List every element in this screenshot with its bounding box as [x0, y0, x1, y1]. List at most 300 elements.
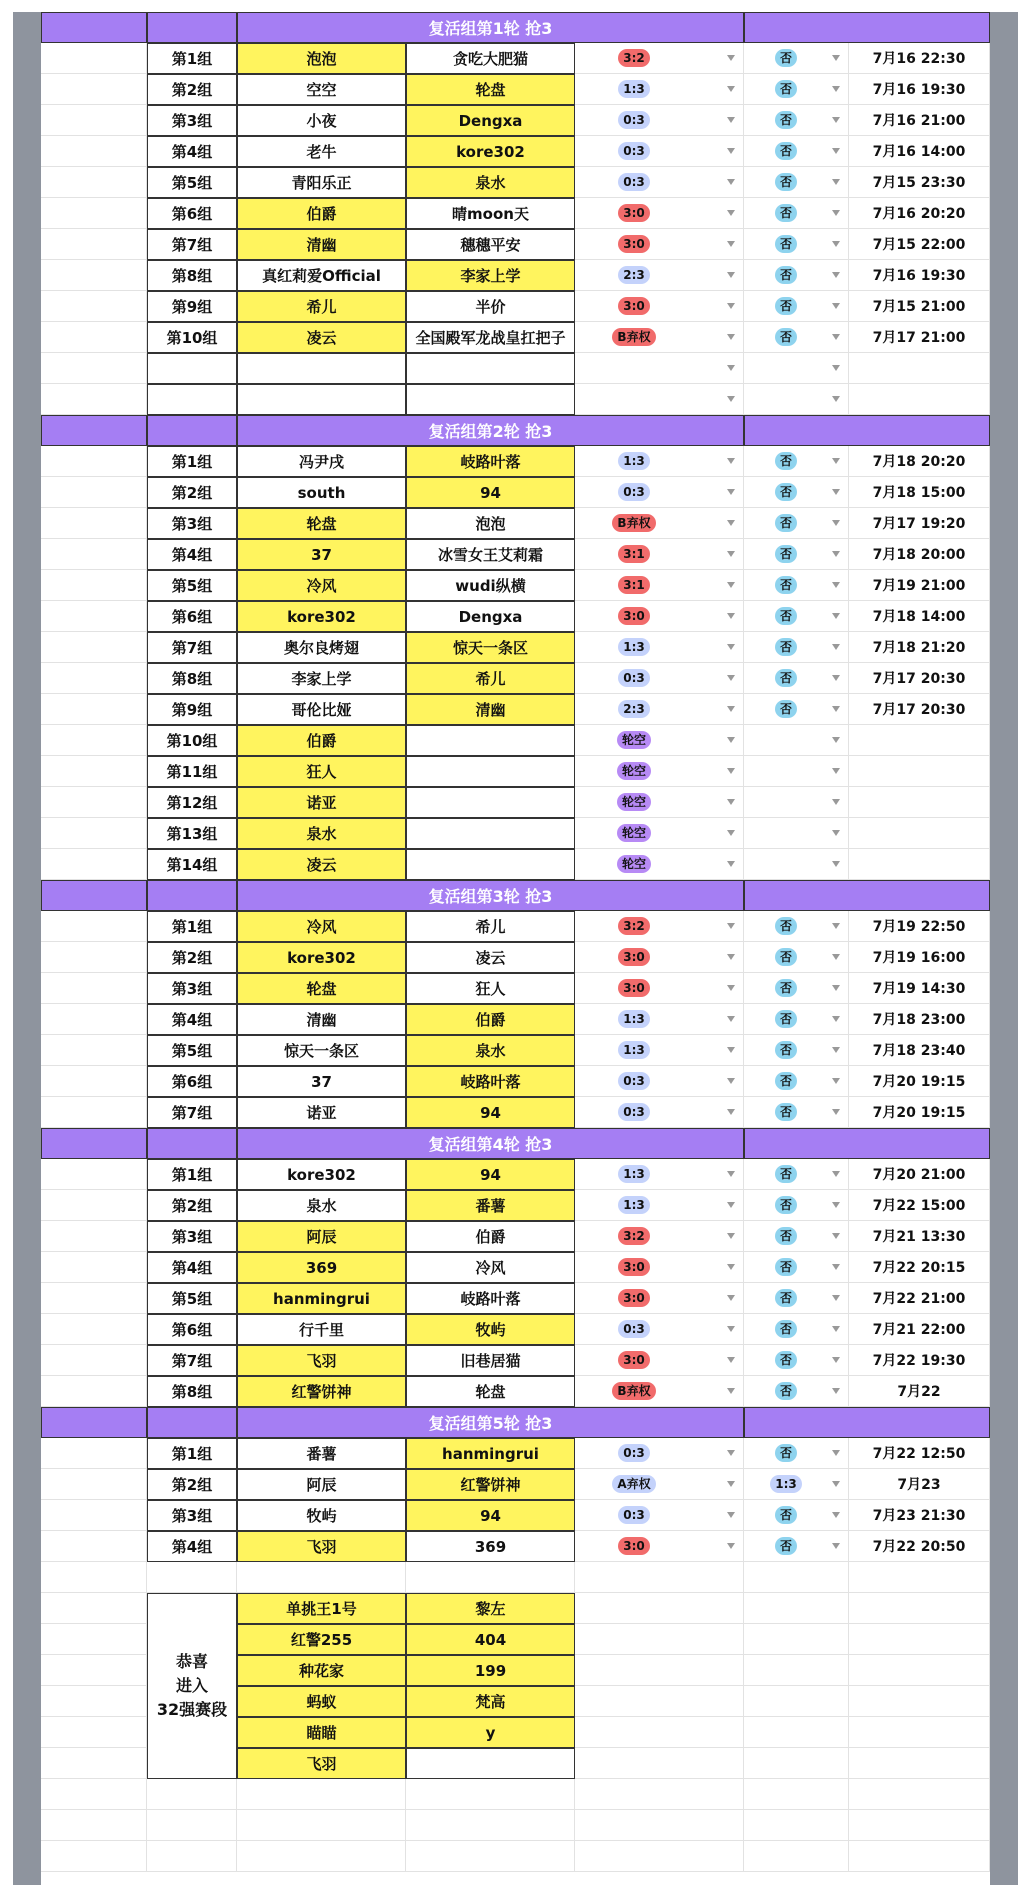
player-a-cell[interactable]: 小夜: [237, 105, 406, 136]
empty-cell[interactable]: [147, 1779, 237, 1810]
row-blank[interactable]: [41, 1283, 147, 1314]
player-b-cell[interactable]: hanmingrui: [406, 1438, 575, 1469]
time-cell[interactable]: 7月22 21:00: [849, 1283, 990, 1314]
player-b-cell[interactable]: 94: [406, 477, 575, 508]
group-cell[interactable]: 第2组: [147, 942, 237, 973]
player-b-cell[interactable]: 94: [406, 1159, 575, 1190]
flag-dropdown[interactable]: [744, 911, 849, 942]
player-a-cell[interactable]: 伯爵: [237, 198, 406, 229]
row-blank[interactable]: [41, 198, 147, 229]
time-cell[interactable]: 7月21 13:30: [849, 1221, 990, 1252]
group-cell[interactable]: 第5组: [147, 1035, 237, 1066]
row-blank[interactable]: [41, 694, 147, 725]
group-cell[interactable]: 第3组: [147, 105, 237, 136]
chevron-down-icon[interactable]: [727, 551, 735, 557]
empty-cell[interactable]: [575, 1717, 744, 1748]
chevron-down-icon[interactable]: [727, 1481, 735, 1487]
row-blank[interactable]: [41, 539, 147, 570]
chevron-down-icon[interactable]: [727, 1512, 735, 1518]
time-cell[interactable]: 7月20 19:15: [849, 1066, 990, 1097]
player-b-cell[interactable]: 轮盘: [406, 74, 575, 105]
player-a-cell[interactable]: 泉水: [237, 818, 406, 849]
row-blank[interactable]: [41, 1314, 147, 1345]
player-a-cell[interactable]: hanmingrui: [237, 1283, 406, 1314]
player-b-cell[interactable]: [406, 849, 575, 880]
row-blank[interactable]: [41, 973, 147, 1004]
group-cell[interactable]: 第1组: [147, 1438, 237, 1469]
row-blank[interactable]: [41, 229, 147, 260]
flag-dropdown[interactable]: [744, 942, 849, 973]
empty-cell[interactable]: [575, 1562, 744, 1593]
player-b-cell[interactable]: 番薯: [406, 1190, 575, 1221]
group-cell[interactable]: 第3组: [147, 508, 237, 539]
chevron-down-icon[interactable]: [832, 861, 840, 867]
chevron-down-icon[interactable]: [727, 799, 735, 805]
group-cell[interactable]: 第13组: [147, 818, 237, 849]
row-blank[interactable]: [41, 1252, 147, 1283]
player-a-cell[interactable]: 番薯: [237, 1438, 406, 1469]
group-cell[interactable]: [147, 353, 237, 384]
result-dropdown[interactable]: [575, 1035, 744, 1066]
time-cell[interactable]: 7月18 20:00: [849, 539, 990, 570]
qualifier-a[interactable]: 蚂蚁: [237, 1686, 406, 1717]
group-cell[interactable]: 第12组: [147, 787, 237, 818]
player-b-cell[interactable]: 希儿: [406, 911, 575, 942]
player-a-cell[interactable]: 泡泡: [237, 43, 406, 74]
group-cell[interactable]: 第4组: [147, 1531, 237, 1562]
chevron-down-icon[interactable]: [832, 923, 840, 929]
result-dropdown[interactable]: [575, 849, 744, 880]
player-a-cell[interactable]: 狂人: [237, 756, 406, 787]
empty-cell[interactable]: [41, 1841, 147, 1872]
player-a-cell[interactable]: 冷风: [237, 570, 406, 601]
chevron-down-icon[interactable]: [727, 737, 735, 743]
row-blank[interactable]: [41, 1066, 147, 1097]
row-blank[interactable]: [41, 1593, 147, 1624]
flag-dropdown[interactable]: [744, 818, 849, 849]
empty-cell[interactable]: [849, 1562, 990, 1593]
row-blank[interactable]: [41, 1190, 147, 1221]
result-dropdown[interactable]: [575, 1252, 744, 1283]
chevron-down-icon[interactable]: [727, 706, 735, 712]
time-cell[interactable]: 7月18 23:00: [849, 1004, 990, 1035]
time-cell[interactable]: [849, 787, 990, 818]
empty-cell[interactable]: [744, 1593, 849, 1624]
empty-cell[interactable]: [744, 1686, 849, 1717]
group-cell[interactable]: 第9组: [147, 291, 237, 322]
result-dropdown[interactable]: [575, 384, 744, 415]
group-cell[interactable]: 第8组: [147, 1376, 237, 1407]
flag-dropdown[interactable]: [744, 1221, 849, 1252]
row-blank[interactable]: [41, 1655, 147, 1686]
row-blank[interactable]: [41, 508, 147, 539]
result-dropdown[interactable]: [575, 1469, 744, 1500]
empty-cell[interactable]: [744, 1717, 849, 1748]
row-blank[interactable]: [41, 1221, 147, 1252]
group-cell[interactable]: 第5组: [147, 1283, 237, 1314]
chevron-down-icon[interactable]: [727, 148, 735, 154]
row-blank[interactable]: [41, 849, 147, 880]
time-cell[interactable]: 7月18 15:00: [849, 477, 990, 508]
row-blank[interactable]: [41, 663, 147, 694]
time-cell[interactable]: 7月21 22:00: [849, 1314, 990, 1345]
flag-dropdown[interactable]: [744, 1531, 849, 1562]
qualifier-b[interactable]: 199: [406, 1655, 575, 1686]
group-cell[interactable]: 第7组: [147, 1345, 237, 1376]
chevron-down-icon[interactable]: [727, 1264, 735, 1270]
qualifier-a[interactable]: 种花家: [237, 1655, 406, 1686]
flag-dropdown[interactable]: [744, 1097, 849, 1128]
time-cell[interactable]: 7月18 14:00: [849, 601, 990, 632]
result-dropdown[interactable]: [575, 942, 744, 973]
result-dropdown[interactable]: [575, 756, 744, 787]
time-cell[interactable]: 7月18 21:20: [849, 632, 990, 663]
result-dropdown[interactable]: [575, 725, 744, 756]
chevron-down-icon[interactable]: [832, 582, 840, 588]
time-cell[interactable]: 7月18 23:40: [849, 1035, 990, 1066]
flag-dropdown[interactable]: [744, 1004, 849, 1035]
chevron-down-icon[interactable]: [727, 644, 735, 650]
flag-dropdown[interactable]: [744, 1438, 849, 1469]
player-a-cell[interactable]: 泉水: [237, 1190, 406, 1221]
row-blank[interactable]: [41, 105, 147, 136]
result-dropdown[interactable]: [575, 1500, 744, 1531]
flag-dropdown[interactable]: [744, 1469, 849, 1500]
player-a-cell[interactable]: kore302: [237, 601, 406, 632]
player-a-cell[interactable]: 清幽: [237, 1004, 406, 1035]
player-a-cell[interactable]: 青阳乐正: [237, 167, 406, 198]
qualifier-b[interactable]: [406, 1748, 575, 1779]
chevron-down-icon[interactable]: [832, 1016, 840, 1022]
group-cell[interactable]: 第3组: [147, 1221, 237, 1252]
chevron-down-icon[interactable]: [832, 1450, 840, 1456]
empty-cell[interactable]: [41, 1810, 147, 1841]
result-dropdown[interactable]: [575, 198, 744, 229]
row-blank[interactable]: [41, 1159, 147, 1190]
player-b-cell[interactable]: [406, 818, 575, 849]
player-a-cell[interactable]: kore302: [237, 942, 406, 973]
flag-dropdown[interactable]: [744, 570, 849, 601]
player-b-cell[interactable]: 李家上学: [406, 260, 575, 291]
empty-cell[interactable]: [237, 1562, 406, 1593]
chevron-down-icon[interactable]: [727, 1047, 735, 1053]
flag-dropdown[interactable]: [744, 1283, 849, 1314]
chevron-down-icon[interactable]: [832, 1264, 840, 1270]
player-a-cell[interactable]: 红警饼神: [237, 1376, 406, 1407]
flag-dropdown[interactable]: [744, 694, 849, 725]
player-a-cell[interactable]: 奥尔良烤翅: [237, 632, 406, 663]
chevron-down-icon[interactable]: [727, 396, 735, 402]
flag-dropdown[interactable]: [744, 322, 849, 353]
group-cell[interactable]: 第3组: [147, 1500, 237, 1531]
chevron-down-icon[interactable]: [727, 1016, 735, 1022]
chevron-down-icon[interactable]: [832, 644, 840, 650]
chevron-down-icon[interactable]: [727, 582, 735, 588]
row-blank[interactable]: [41, 1717, 147, 1748]
player-a-cell[interactable]: [237, 353, 406, 384]
group-cell[interactable]: 第7组: [147, 229, 237, 260]
chevron-down-icon[interactable]: [727, 520, 735, 526]
time-cell[interactable]: 7月15 21:00: [849, 291, 990, 322]
flag-dropdown[interactable]: [744, 198, 849, 229]
time-cell[interactable]: 7月22 12:50: [849, 1438, 990, 1469]
player-a-cell[interactable]: 惊天一条区: [237, 1035, 406, 1066]
player-a-cell[interactable]: 清幽: [237, 229, 406, 260]
player-b-cell[interactable]: Dengxa: [406, 105, 575, 136]
empty-cell[interactable]: [41, 1779, 147, 1810]
time-cell[interactable]: 7月17 19:20: [849, 508, 990, 539]
time-cell[interactable]: [849, 384, 990, 415]
player-b-cell[interactable]: 岐路叶落: [406, 1066, 575, 1097]
player-a-cell[interactable]: kore302: [237, 1159, 406, 1190]
chevron-down-icon[interactable]: [832, 1326, 840, 1332]
chevron-down-icon[interactable]: [832, 272, 840, 278]
player-a-cell[interactable]: 轮盘: [237, 508, 406, 539]
time-cell[interactable]: 7月16 20:20: [849, 198, 990, 229]
chevron-down-icon[interactable]: [727, 861, 735, 867]
row-blank[interactable]: [41, 632, 147, 663]
empty-cell[interactable]: [406, 1810, 575, 1841]
row-blank[interactable]: [41, 756, 147, 787]
row-blank[interactable]: [41, 1469, 147, 1500]
chevron-down-icon[interactable]: [832, 1047, 840, 1053]
chevron-down-icon[interactable]: [832, 334, 840, 340]
empty-cell[interactable]: [849, 1810, 990, 1841]
result-dropdown[interactable]: [575, 43, 744, 74]
empty-cell[interactable]: [744, 1841, 849, 1872]
row-blank[interactable]: [41, 1376, 147, 1407]
row-blank[interactable]: [41, 818, 147, 849]
chevron-down-icon[interactable]: [832, 737, 840, 743]
empty-cell[interactable]: [237, 1841, 406, 1872]
chevron-down-icon[interactable]: [727, 303, 735, 309]
flag-dropdown[interactable]: [744, 539, 849, 570]
time-cell[interactable]: 7月22 20:50: [849, 1531, 990, 1562]
result-dropdown[interactable]: [575, 322, 744, 353]
time-cell[interactable]: 7月16 19:30: [849, 260, 990, 291]
time-cell[interactable]: 7月22 19:30: [849, 1345, 990, 1376]
chevron-down-icon[interactable]: [832, 489, 840, 495]
group-cell[interactable]: 第1组: [147, 1159, 237, 1190]
chevron-down-icon[interactable]: [727, 1202, 735, 1208]
player-b-cell[interactable]: 晴moon天: [406, 198, 575, 229]
player-a-cell[interactable]: 37: [237, 539, 406, 570]
qualifier-a[interactable]: 红警255: [237, 1624, 406, 1655]
qualifier-a[interactable]: 单挑王1号: [237, 1593, 406, 1624]
player-b-cell[interactable]: 94: [406, 1097, 575, 1128]
row-blank[interactable]: [41, 1097, 147, 1128]
chevron-down-icon[interactable]: [832, 117, 840, 123]
row-blank[interactable]: [41, 1686, 147, 1717]
group-cell[interactable]: 第4组: [147, 136, 237, 167]
chevron-down-icon[interactable]: [727, 1295, 735, 1301]
player-a-cell[interactable]: 伯爵: [237, 725, 406, 756]
result-dropdown[interactable]: [575, 446, 744, 477]
result-dropdown[interactable]: [575, 353, 744, 384]
empty-cell[interactable]: [41, 1562, 147, 1593]
chevron-down-icon[interactable]: [727, 241, 735, 247]
result-dropdown[interactable]: [575, 167, 744, 198]
row-blank[interactable]: [41, 1004, 147, 1035]
player-b-cell[interactable]: 希儿: [406, 663, 575, 694]
chevron-down-icon[interactable]: [832, 396, 840, 402]
time-cell[interactable]: 7月15 22:00: [849, 229, 990, 260]
row-blank[interactable]: [41, 1345, 147, 1376]
player-a-cell[interactable]: 冯尹戌: [237, 446, 406, 477]
flag-dropdown[interactable]: [744, 1035, 849, 1066]
player-a-cell[interactable]: 37: [237, 1066, 406, 1097]
player-b-cell[interactable]: 伯爵: [406, 1004, 575, 1035]
time-cell[interactable]: 7月22 20:15: [849, 1252, 990, 1283]
chevron-down-icon[interactable]: [832, 675, 840, 681]
chevron-down-icon[interactable]: [727, 489, 735, 495]
chevron-down-icon[interactable]: [727, 675, 735, 681]
chevron-down-icon[interactable]: [832, 520, 840, 526]
group-cell[interactable]: 第8组: [147, 663, 237, 694]
time-cell[interactable]: 7月17 20:30: [849, 694, 990, 725]
player-a-cell[interactable]: 369: [237, 1252, 406, 1283]
row-blank[interactable]: [41, 446, 147, 477]
result-dropdown[interactable]: [575, 632, 744, 663]
flag-dropdown[interactable]: [744, 43, 849, 74]
chevron-down-icon[interactable]: [727, 954, 735, 960]
player-b-cell[interactable]: 泡泡: [406, 508, 575, 539]
result-dropdown[interactable]: [575, 973, 744, 1004]
chevron-down-icon[interactable]: [832, 241, 840, 247]
flag-dropdown[interactable]: [744, 291, 849, 322]
chevron-down-icon[interactable]: [832, 1171, 840, 1177]
time-cell[interactable]: 7月22 15:00: [849, 1190, 990, 1221]
group-cell[interactable]: 第4组: [147, 1252, 237, 1283]
chevron-down-icon[interactable]: [727, 1171, 735, 1177]
chevron-down-icon[interactable]: [727, 272, 735, 278]
time-cell[interactable]: 7月17 20:30: [849, 663, 990, 694]
row-blank[interactable]: [41, 942, 147, 973]
empty-cell[interactable]: [849, 1593, 990, 1624]
result-dropdown[interactable]: [575, 1283, 744, 1314]
chevron-down-icon[interactable]: [727, 1357, 735, 1363]
time-cell[interactable]: [849, 725, 990, 756]
player-a-cell[interactable]: 凌云: [237, 849, 406, 880]
chevron-down-icon[interactable]: [832, 365, 840, 371]
time-cell[interactable]: 7月17 21:00: [849, 322, 990, 353]
group-cell[interactable]: 第6组: [147, 1066, 237, 1097]
flag-dropdown[interactable]: [744, 446, 849, 477]
player-a-cell[interactable]: 空空: [237, 74, 406, 105]
result-dropdown[interactable]: [575, 1097, 744, 1128]
result-dropdown[interactable]: [575, 1190, 744, 1221]
chevron-down-icon[interactable]: [727, 613, 735, 619]
chevron-down-icon[interactable]: [727, 1233, 735, 1239]
row-blank[interactable]: [41, 1438, 147, 1469]
empty-cell[interactable]: [575, 1841, 744, 1872]
player-b-cell[interactable]: 半价: [406, 291, 575, 322]
flag-dropdown[interactable]: [744, 663, 849, 694]
player-b-cell[interactable]: 泉水: [406, 1035, 575, 1066]
empty-cell[interactable]: [406, 1562, 575, 1593]
time-cell[interactable]: 7月19 22:50: [849, 911, 990, 942]
row-blank[interactable]: [41, 477, 147, 508]
flag-dropdown[interactable]: [744, 1190, 849, 1221]
empty-cell[interactable]: [575, 1779, 744, 1810]
player-b-cell[interactable]: 岐路叶落: [406, 446, 575, 477]
empty-cell[interactable]: [406, 1779, 575, 1810]
player-b-cell[interactable]: 贪吃大肥猫: [406, 43, 575, 74]
group-cell[interactable]: 第5组: [147, 167, 237, 198]
result-dropdown[interactable]: [575, 787, 744, 818]
chevron-down-icon[interactable]: [832, 210, 840, 216]
player-b-cell[interactable]: 369: [406, 1531, 575, 1562]
result-dropdown[interactable]: [575, 1159, 744, 1190]
empty-cell[interactable]: [237, 1810, 406, 1841]
flag-dropdown[interactable]: [744, 1500, 849, 1531]
player-b-cell[interactable]: 全国殿军龙战皇扛把子: [406, 322, 575, 353]
time-cell[interactable]: 7月20 21:00: [849, 1159, 990, 1190]
chevron-down-icon[interactable]: [727, 985, 735, 991]
group-cell[interactable]: 第9组: [147, 694, 237, 725]
flag-dropdown[interactable]: [744, 601, 849, 632]
chevron-down-icon[interactable]: [727, 1450, 735, 1456]
flag-dropdown[interactable]: [744, 229, 849, 260]
flag-dropdown[interactable]: [744, 105, 849, 136]
empty-cell[interactable]: [147, 1841, 237, 1872]
qualifier-b[interactable]: 黎左: [406, 1593, 575, 1624]
player-b-cell[interactable]: [406, 725, 575, 756]
flag-dropdown[interactable]: [744, 260, 849, 291]
player-b-cell[interactable]: 红警饼神: [406, 1469, 575, 1500]
player-a-cell[interactable]: 诺亚: [237, 1097, 406, 1128]
flag-dropdown[interactable]: [744, 1066, 849, 1097]
chevron-down-icon[interactable]: [832, 613, 840, 619]
row-blank[interactable]: [41, 384, 147, 415]
result-dropdown[interactable]: [575, 1221, 744, 1252]
group-cell[interactable]: 第6组: [147, 601, 237, 632]
time-cell[interactable]: [849, 353, 990, 384]
chevron-down-icon[interactable]: [832, 303, 840, 309]
group-cell[interactable]: 第10组: [147, 322, 237, 353]
group-cell[interactable]: 第7组: [147, 1097, 237, 1128]
chevron-down-icon[interactable]: [832, 551, 840, 557]
player-b-cell[interactable]: [406, 787, 575, 818]
row-blank[interactable]: [41, 1624, 147, 1655]
chevron-down-icon[interactable]: [727, 1078, 735, 1084]
result-dropdown[interactable]: [575, 911, 744, 942]
empty-cell[interactable]: [744, 1562, 849, 1593]
result-dropdown[interactable]: [575, 818, 744, 849]
player-b-cell[interactable]: 泉水: [406, 167, 575, 198]
flag-dropdown[interactable]: [744, 384, 849, 415]
empty-cell[interactable]: [575, 1593, 744, 1624]
player-b-cell[interactable]: wudi纵横: [406, 570, 575, 601]
group-cell[interactable]: 第11组: [147, 756, 237, 787]
player-a-cell[interactable]: 飞羽: [237, 1345, 406, 1376]
empty-cell[interactable]: [575, 1655, 744, 1686]
flag-dropdown[interactable]: [744, 849, 849, 880]
row-blank[interactable]: [41, 322, 147, 353]
empty-cell[interactable]: [575, 1686, 744, 1717]
row-blank[interactable]: [41, 43, 147, 74]
flag-dropdown[interactable]: [744, 1252, 849, 1283]
empty-cell[interactable]: [744, 1810, 849, 1841]
player-b-cell[interactable]: [406, 353, 575, 384]
group-cell[interactable]: 第2组: [147, 74, 237, 105]
row-blank[interactable]: [41, 167, 147, 198]
chevron-down-icon[interactable]: [727, 86, 735, 92]
flag-dropdown[interactable]: [744, 1314, 849, 1345]
chevron-down-icon[interactable]: [832, 179, 840, 185]
row-blank[interactable]: [41, 291, 147, 322]
chevron-down-icon[interactable]: [832, 1233, 840, 1239]
